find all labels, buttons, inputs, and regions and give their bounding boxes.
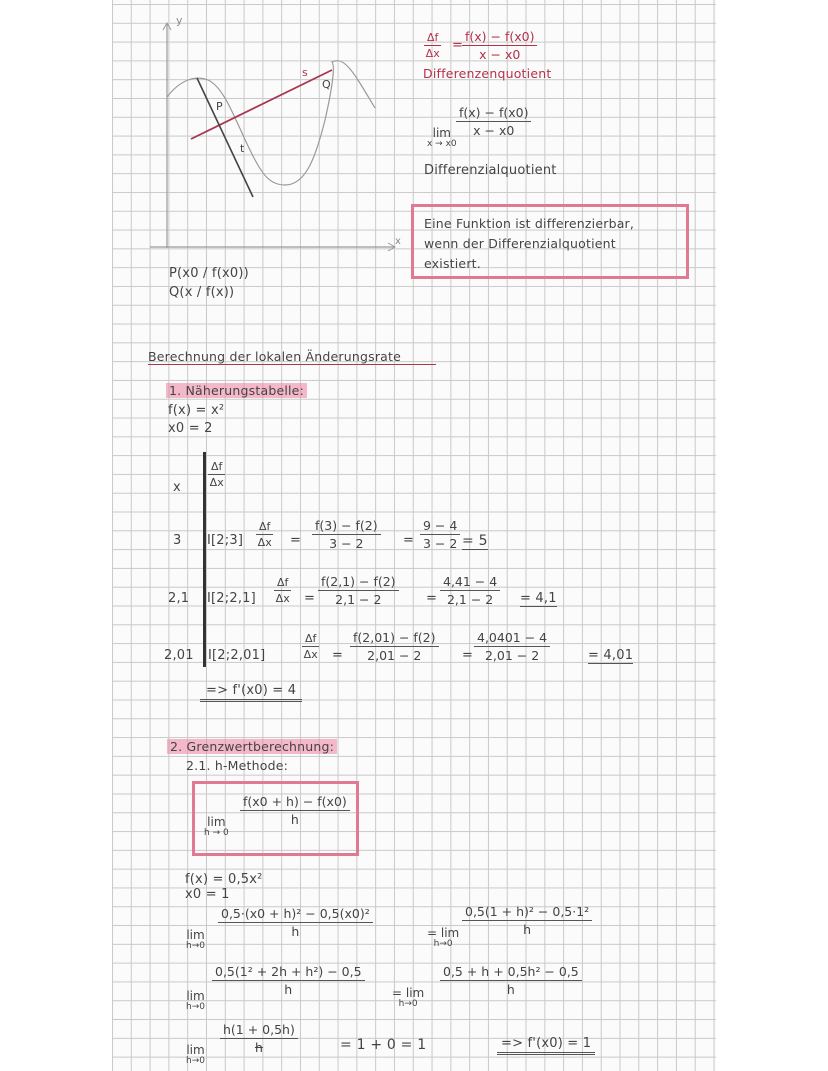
method1-x0: x0 = 2	[168, 421, 213, 436]
differential-quotient-label: Differenzialquotient	[424, 163, 557, 178]
df-dx-fraction: $\frac{\Delta f}{\Delta x}$	[425, 31, 440, 60]
difference-quotient-fraction: $\frac{f(x) - f(x0)}{x - x0}$	[462, 29, 537, 62]
method2-heading: 2. Grenzwertberechnung:	[167, 739, 337, 754]
point-p-label: P	[216, 100, 223, 113]
definition-line-3: existiert.	[424, 256, 481, 271]
row-result: = 4,1	[520, 591, 557, 606]
definition-line-2: wenn der Differenzialquotient	[424, 236, 616, 251]
h-method-fraction: $\frac{f(x0 + h) - f(x0)}{h}$	[240, 794, 350, 827]
method2-function: f(x) = 0,5x²	[185, 872, 263, 887]
definition-line-1: Eine Funktion ist differenzierbar,	[424, 216, 635, 231]
section-heading: Berechnung der lokalen Änderungsrate	[148, 349, 436, 365]
x-axis-label: x	[395, 236, 402, 247]
equals-sign: =	[452, 38, 464, 53]
method1-conclusion: => f'(x0) = 4	[200, 683, 302, 702]
table-header-df-dx: $\frac{\Delta f}{\Delta x}$	[209, 460, 224, 489]
point-p-definition: P(x0 / f(x0))	[169, 266, 249, 281]
method1-heading: 1. Näherungstabelle:	[166, 383, 307, 398]
limit-x-to-x0: lim x → x0	[427, 126, 457, 149]
point-q-label: Q	[322, 78, 331, 91]
interval: I[2;2,1]	[207, 591, 256, 606]
interval: I[2;3]	[207, 533, 244, 548]
method1-function: f(x) = x²	[168, 403, 225, 418]
y-axis-label: y	[176, 14, 183, 27]
row-result: = 4,01	[588, 648, 634, 663]
row-result: = 5	[462, 533, 488, 549]
secant-label: s	[302, 66, 308, 79]
method2-x0: x0 = 1	[185, 887, 230, 902]
differential-quotient-fraction: $\frac{f(x) - f(x0)}{x - x0}$	[456, 105, 531, 138]
table-divider	[203, 452, 206, 667]
tangent-label: t	[240, 142, 245, 155]
method2-conclusion: => f'(x0) = 1	[497, 1036, 595, 1055]
difference-quotient-label: Differenzenquotient	[423, 66, 552, 81]
limit-h-to-0: lim h → 0	[204, 815, 229, 838]
interval: I[2;2,01]	[208, 648, 266, 663]
point-q-definition: Q(x / f(x))	[169, 285, 235, 300]
table-header-x: x	[173, 480, 181, 495]
step-result: = 1 + 0 = 1	[340, 1037, 427, 1053]
method2-subheading: 2.1. h-Methode:	[186, 758, 289, 773]
